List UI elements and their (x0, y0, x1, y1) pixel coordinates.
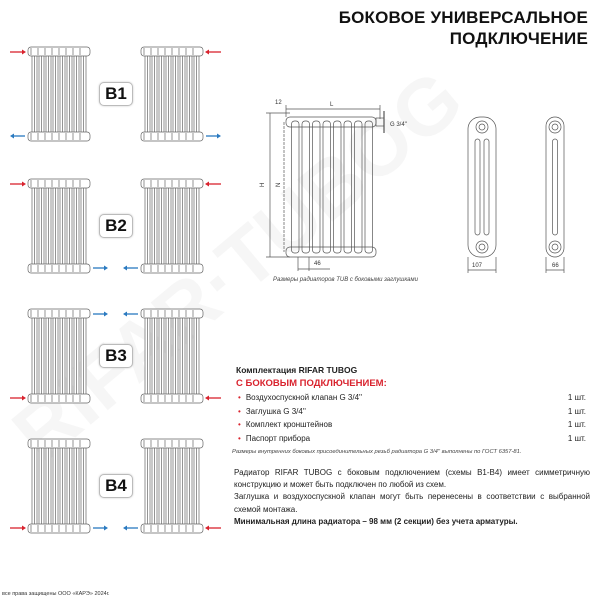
schema-label-b2: B2 (99, 214, 133, 238)
description-p1: Радиатор RIFAR TUBOG с боковым подключением (схемы B1-B4) имеет симметричную конструкцию и может быть подключен по любой из схем. (234, 468, 590, 490)
kit-item (236, 405, 586, 419)
dim-107: 107 (472, 263, 483, 269)
kit-item-name: • Воздухоспускной клапан G 3/4'' (236, 393, 362, 402)
kit-item (236, 391, 586, 405)
dim-L: L (330, 102, 334, 108)
title-line-2: ПОДКЛЮЧЕНИЕ (449, 29, 588, 48)
schema-label-b3: B3 (99, 344, 133, 368)
schema-label-b4: B4 (99, 474, 133, 498)
kit-item-qty: 1 шт. (567, 420, 586, 430)
supply-arrow-icon (10, 182, 26, 187)
dim-N: N (276, 182, 282, 187)
return-arrow-icon (206, 134, 221, 139)
kit-item-name: • Заглушка G 3/4'' (236, 407, 306, 416)
right-radiator (141, 439, 203, 533)
kit-item-name: • Паспорт прибора (236, 434, 310, 443)
supply-arrow-icon (205, 50, 221, 55)
return-arrow-icon (93, 526, 108, 531)
right-radiator (141, 179, 203, 273)
kit-item-qty: 1 шт. (567, 433, 586, 443)
right-radiator (141, 309, 203, 403)
right-radiator (141, 47, 203, 141)
left-radiator (28, 47, 90, 141)
kit-title: Комплектация RIFAR TUBOG (236, 365, 358, 375)
copyright-footer: все права защищены ООО «КАРЭ» 2024г. (2, 591, 110, 597)
left-radiator (28, 179, 90, 273)
return-arrow-icon (123, 526, 138, 531)
kit-item-qty: 1 шт. (567, 393, 586, 403)
kit-item (236, 418, 586, 432)
return-arrow-icon (93, 312, 108, 317)
technical-drawing (250, 95, 600, 280)
kit-note: Размеры внутренних боковых присоединительных резьб радиатора G 3/4'' выполнены по ГОСТ 6357-81. (232, 449, 522, 455)
return-arrow-icon (10, 134, 25, 139)
left-radiator (28, 309, 90, 403)
supply-arrow-icon (10, 396, 26, 401)
return-arrow-icon (123, 312, 138, 317)
description-p2: Заглушка и воздухоспускной клапан могут быть перенесены в соответствии с выбранной схемой монтажа. (234, 492, 590, 514)
schema-label-b1: B1 (99, 82, 133, 106)
kit-item (236, 432, 586, 446)
thread-label: G 3/4'' (390, 122, 407, 128)
left-radiator (28, 439, 90, 533)
supply-arrow-icon (205, 182, 221, 187)
kit-item-qty: 1 шт. (567, 406, 586, 416)
return-arrow-icon (93, 266, 108, 271)
description-p3: Минимальная длина радиатора – 98 мм (2 секции) без учета арматуры. (234, 516, 518, 526)
dim-46: 46 (314, 261, 321, 267)
supply-arrow-icon (205, 396, 221, 401)
supply-arrow-icon (10, 50, 26, 55)
dim-H: H (260, 182, 266, 187)
dim-12: 12 (275, 100, 282, 106)
supply-arrow-icon (205, 526, 221, 531)
kit-item-name: • Комплект кронштейнов (236, 420, 332, 429)
kit-list (236, 391, 586, 445)
title-line-1: БОКОВОЕ УНИВЕРСАЛЬНОЕ (338, 8, 588, 27)
page-title (339, 7, 588, 49)
description (234, 467, 590, 528)
supply-arrow-icon (10, 526, 26, 531)
return-arrow-icon (123, 266, 138, 271)
drawing-caption: Размеры радиаторов TUB с боковыми заглушками (273, 277, 418, 283)
dim-66: 66 (552, 263, 559, 269)
kit-subtitle: С БОКОВЫМ ПОДКЛЮЧЕНИЕМ: (236, 378, 387, 389)
